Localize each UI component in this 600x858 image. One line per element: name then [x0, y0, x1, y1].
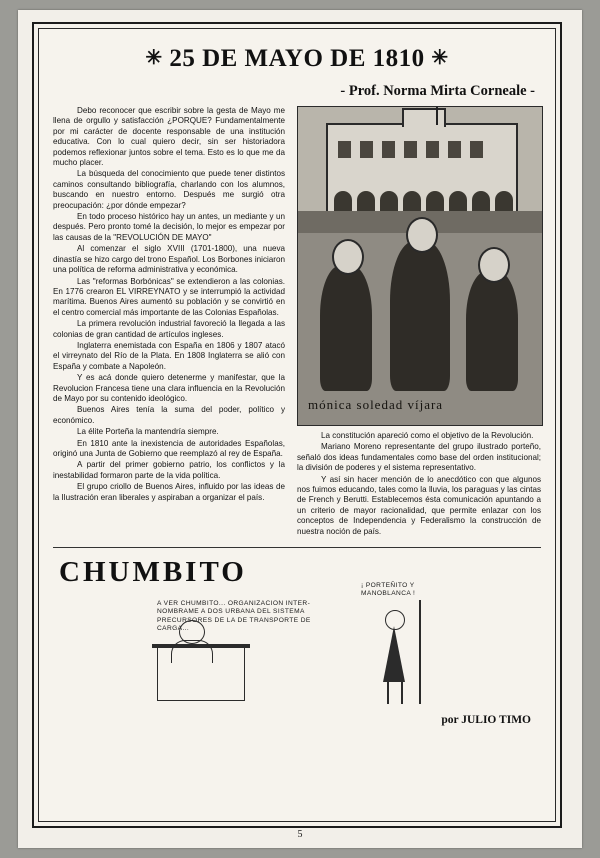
flag-pole: [436, 106, 438, 125]
title-text: 25 DE MAYO DE 1810: [169, 45, 425, 72]
comic-bubble-left: A VER CHUMBITO... ORGANIZACION INTER-NOMBRAME A DOS URBANA DEL SISTEMA PRECURSORES DE LA DE TRANSPORTE DE CARGA...: [157, 600, 311, 633]
paragraph: En todo proceso histórico hay un antes, un mediante y un después. Pero pronto tomé la decisión, lo mejor es empezar por las causas de la "REVOLUCIÓN DE MAYO": [53, 212, 285, 242]
star-icon: ✳: [145, 47, 163, 69]
magazine-page: [18, 10, 582, 848]
star-icon: ✳: [431, 47, 449, 69]
page-number: 5: [297, 829, 303, 840]
comic-title: CHUMBITO: [59, 556, 247, 589]
page-title: [53, 45, 541, 73]
paragraph: Y es acá donde quiero detenerme y manifestar, que la Revolucion Francesa tiene una clara influencia en la Revolución de Mayo por su contenido ideológico.: [53, 373, 285, 403]
paragraph: La constitución apareció como el objetivo de la Revolución.: [321, 431, 534, 440]
figure-head: [406, 217, 438, 253]
paragraph: El grupo criollo de Buenos Aires, influido por las ideas de la Ilustración eran liberales y aspiraban a organizar el país.: [53, 482, 285, 502]
paragraph: Mariano Moreno representante del grupo ilustrado porteño, señaló dos ideas fundamentales como base del orden institucional; la división de poderes y el sistema representativo.: [297, 442, 541, 473]
paragraph: Inglaterra enemistada con España en 1806 y 1807 atacó el virreynato del Río de la Plata. En 1808 Inglaterra se alió con España y combate a Napoleón.: [53, 340, 285, 371]
comic-figure-leg: [387, 680, 389, 704]
illustration-cabildo: [297, 106, 543, 426]
illustration-signature: mónica soledad víjara: [308, 397, 444, 412]
paragraph: La élite Porteña la mantendría siempre.: [77, 427, 219, 437]
comic-bubble-right: ¡ PORTEÑITO Y MANOBLANCA !: [361, 582, 416, 598]
comic-figure-head: [385, 610, 405, 630]
paragraph: La primera revolución industrial favoreció la llegada a las colonias de gran cantidad de artículos ingleses.: [53, 319, 285, 339]
article-columns: [53, 106, 541, 538]
paragraph: En 1810 ante la inexistencia de autoridades Españolas, originó una Junta de Gobierno que reemplazó al rey de España.: [53, 438, 285, 458]
paragraph: Y así sin hacer mención de lo anecdótico con que algunos nos fuimos educando, tales como la lluvia, los paraguas y las cintas de French y Berutti. Establecemos ésta comunicación apuntando a un criterio de mayor racionalidad, que permite enlazar con los conceptos de Independencia y Federalismo la construcción de nuestra noción de país.: [297, 474, 541, 536]
comic-credit: por JULIO TIMO: [441, 714, 531, 727]
figure-head: [478, 247, 510, 283]
figure-center: [390, 241, 450, 391]
author-byline: - Prof. Norma Mirta Corneale -: [340, 83, 535, 99]
paragraph: Buenos Aires tenía la suma del poder, político y económico.: [53, 405, 285, 425]
paragraph: Debo reconocer que escribir sobre la gesta de Mayo me llena de orgullo y satisfacción ¿PORQUE? Fundamentalmente por mi carácter de docente responsable de una institución educativa. Con lo cual quiero decir, sin ser historiadora podemos reflexionar juntos sobre el tema. Esto es lo que me da mucho placer.: [53, 106, 285, 168]
comic-strip: [53, 547, 541, 730]
figure-left: [320, 265, 372, 391]
comic-figure-spear: [419, 600, 421, 704]
figure-head: [332, 239, 364, 275]
comic-figure-leg: [401, 680, 403, 704]
paragraph: Las "reformas Borbónicas" se extendieron a las colonias. En 1776 crearon EL VIRREYNATO y se interrumpió la actividad marítima. Buenos Aires aumentó su población y se convirtió en el centro comercial más importante de las Colonias Españolas.: [53, 276, 285, 317]
article-column-right: [297, 106, 541, 538]
building-windows: [338, 141, 483, 158]
paragraph: A partir del primer gobierno patrio, los conflictos y la inestabilidad formaron parte de la vida política.: [53, 460, 285, 480]
cabildo-building: [326, 123, 518, 223]
paragraph: Al comenzar el siglo XVIII (1701-1800), una nueva dinastía se hizo cargo del trono Español. Los Borbones iniciaron una política de reforma administrativa y económica.: [53, 244, 285, 275]
comic-character-body: [171, 640, 213, 663]
figure-right: [466, 271, 518, 391]
page-inner: [38, 28, 556, 822]
paragraph: La búsqueda del conocimiento que puede tener distintos caminos consultando bibliografía, charlando con los alumnos, buscando en nuestro entorno. Después me surgió otra preocupación: ¿por dónde empezar?: [53, 169, 285, 210]
article-column-left: [53, 106, 285, 538]
page-border: [32, 22, 562, 828]
comic-figure-body: [383, 626, 405, 682]
